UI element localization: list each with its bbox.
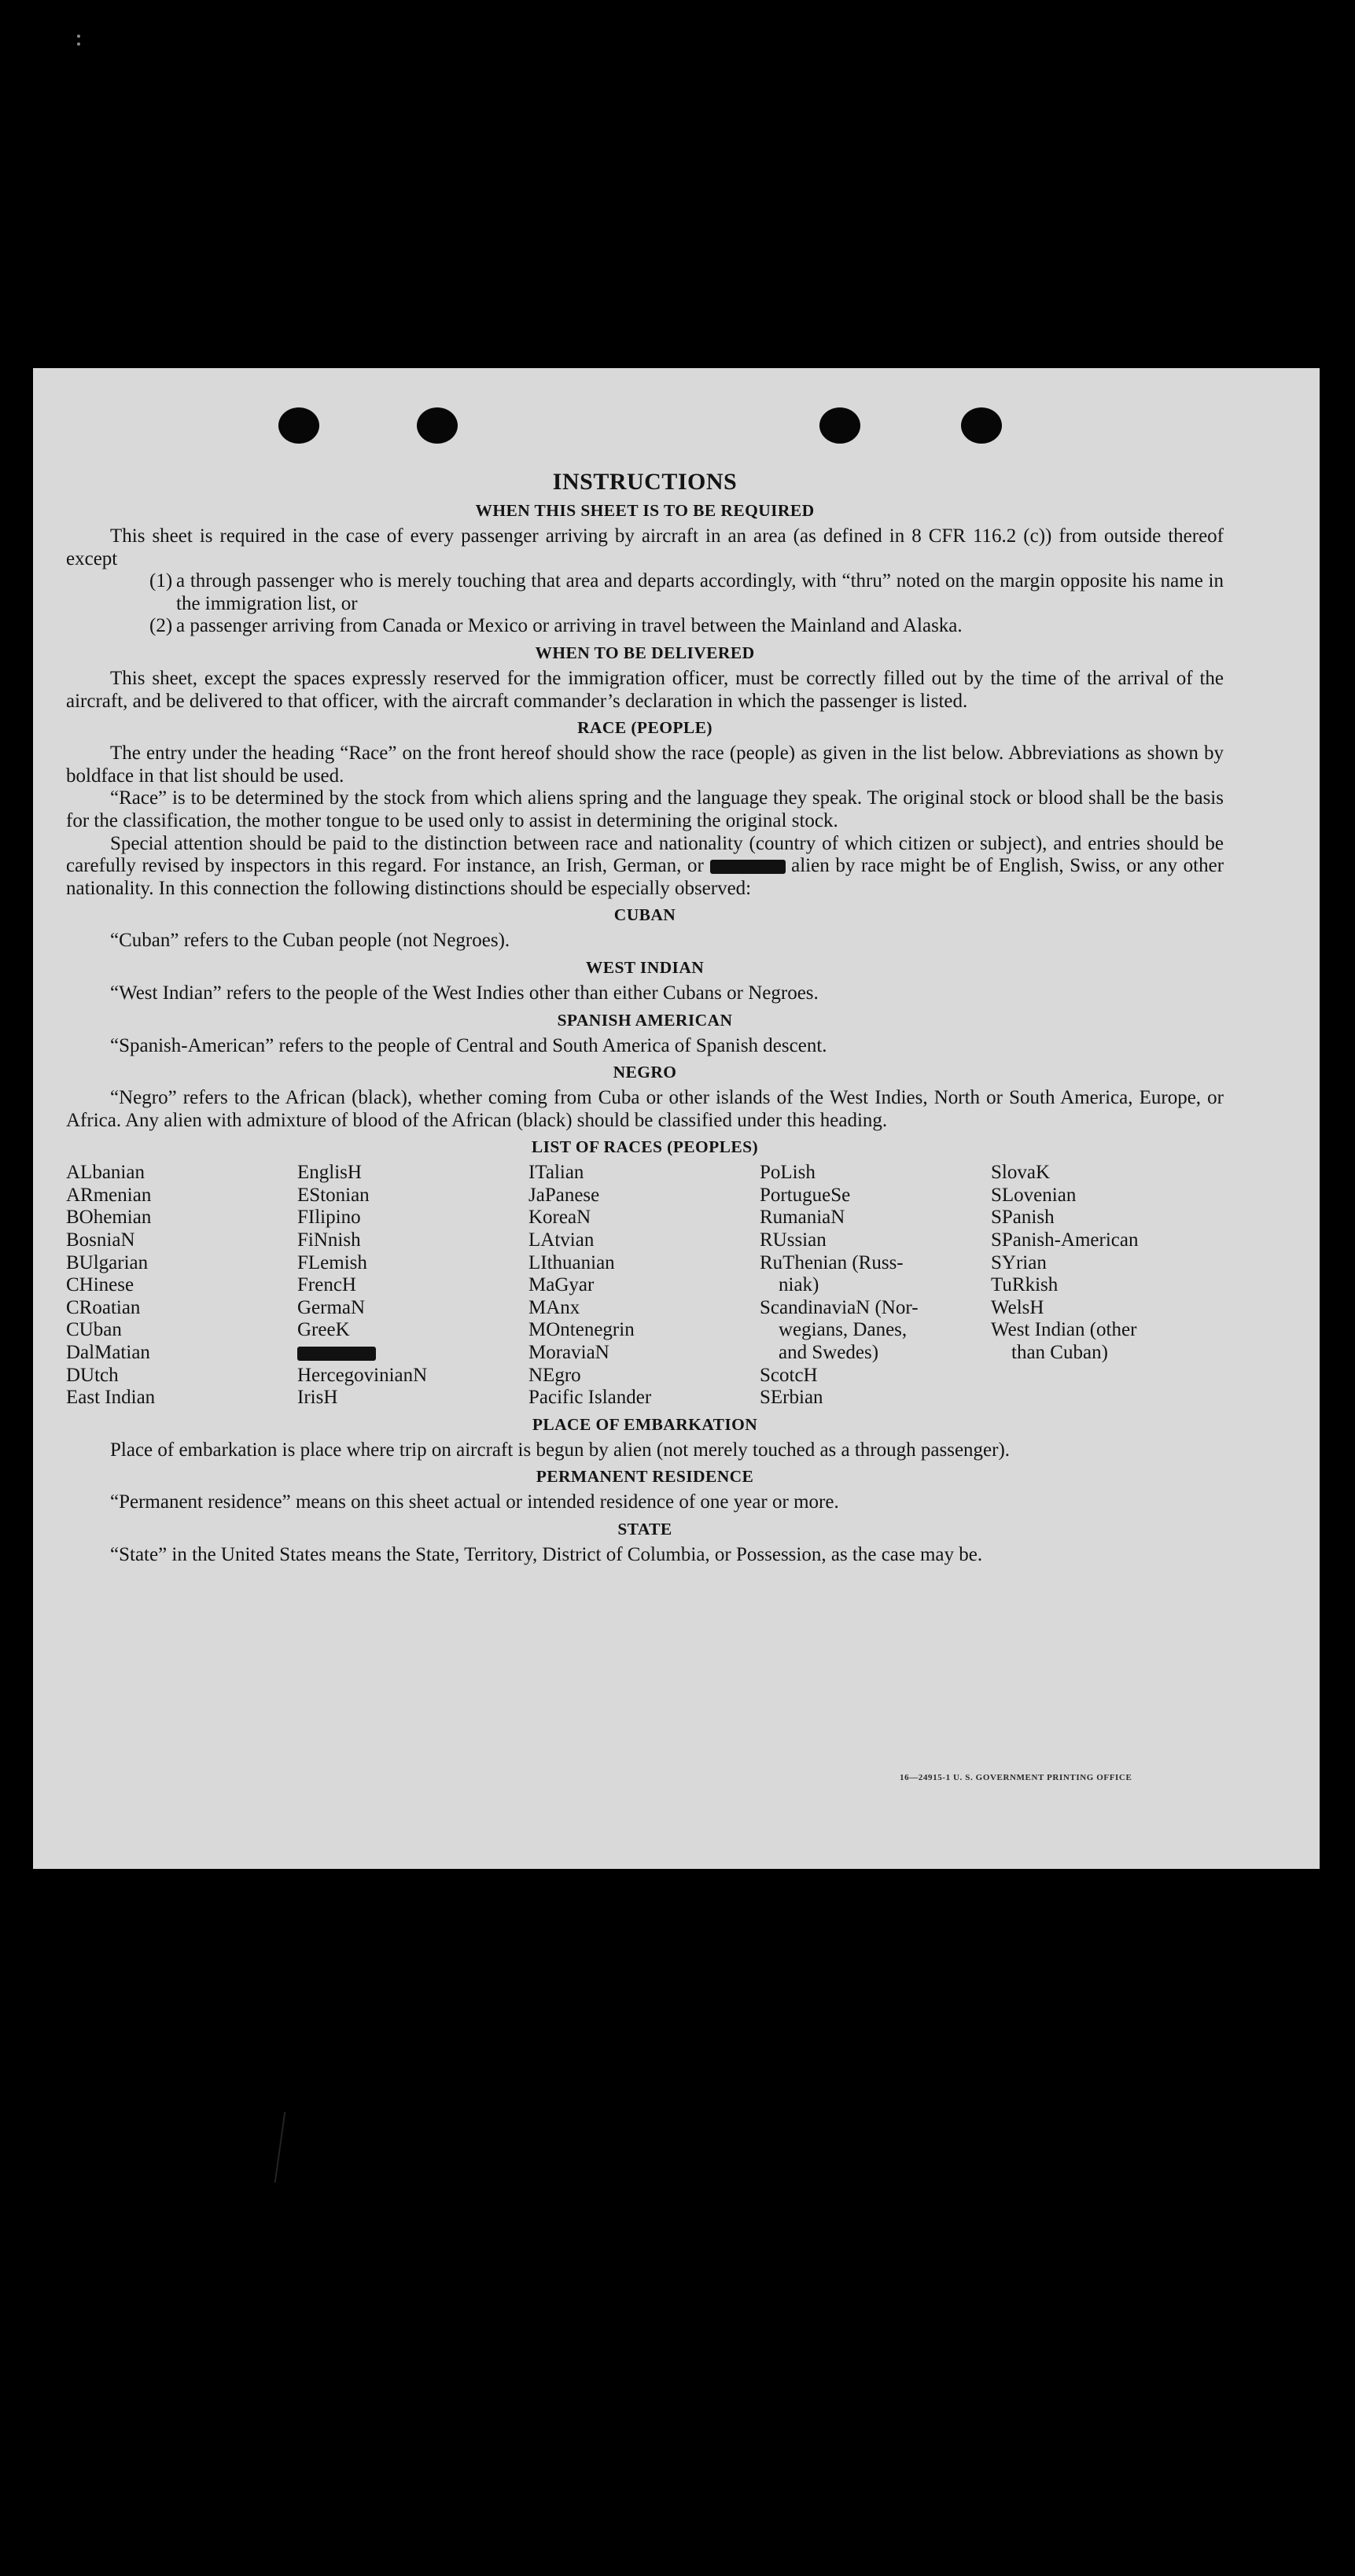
- race-entry: MoraviaN: [528, 1342, 609, 1364]
- race-entry: SLovenian: [991, 1184, 1077, 1206]
- paragraph: The entry under the heading “Race” on the front hereof should show the race (people) as given in the list below. Abbreviations as shown by boldface in that list should be used.: [66, 743, 1224, 787]
- race-entry: West Indian (other: [991, 1319, 1137, 1341]
- punch-hole: [417, 407, 458, 444]
- section-heading: SPANISH AMERICAN: [557, 1010, 733, 1030]
- race-column: [66, 1162, 297, 1410]
- speck: [77, 35, 80, 38]
- race-entry: MAnx: [528, 1296, 580, 1318]
- race-entry: MaGyar: [528, 1274, 595, 1296]
- race-entry: CUban: [66, 1319, 122, 1341]
- section-heading: STATE: [617, 1520, 672, 1539]
- race-entry: than Cuban): [1011, 1342, 1108, 1364]
- race-entry: RumaniaN: [760, 1207, 845, 1229]
- race-entry: and Swedes): [779, 1342, 879, 1364]
- paragraph: “Permanent residence” means on this sheet actual or intended residence of one year or more.: [110, 1491, 839, 1513]
- paragraph: This sheet, except the spaces expressly reserved for the immigration officer, must be correctly filled out by the time of the arrival of the aircraft, and be delivered to that officer, with the aircraft commander’s declaration in which the passenger is listed.: [66, 667, 1224, 712]
- section-heading: LIST OF RACES (PEOPLES): [531, 1137, 759, 1157]
- race-entry-redacted: [297, 1342, 528, 1365]
- race-entry: PortugueSe: [760, 1184, 851, 1206]
- section-heading: NEGRO: [613, 1063, 677, 1082]
- item-text: a through passenger who is merely touching that area and departs accordingly, with “thru” noted on the margin opposite his name in the immigration list, or: [176, 570, 1224, 614]
- race-column: [297, 1162, 528, 1410]
- race-entry: ALbanian: [66, 1162, 145, 1184]
- punch-hole: [278, 407, 319, 444]
- race-entry: niak): [779, 1274, 819, 1296]
- race-entry: MOntenegrin: [528, 1319, 635, 1341]
- paragraph: “Race” is to be determined by the stock from which aliens spring and the language they speak. The original stock or blood shall be the basis for the classification, the mother tongue to be used only to assist in determining the original stock.: [66, 787, 1224, 831]
- race-entry: JaPanese: [528, 1184, 600, 1206]
- race-entry: LIthuanian: [528, 1251, 615, 1273]
- race-entry: wegians, Danes,: [779, 1319, 908, 1341]
- punch-hole: [961, 407, 1002, 444]
- section-heading: PLACE OF EMBARKATION: [532, 1414, 758, 1434]
- race-entry: WelsH: [991, 1296, 1044, 1318]
- paragraph: [66, 833, 1224, 901]
- race-entry: DalMatian: [66, 1342, 150, 1364]
- race-entry: RuThenian (Russ-: [760, 1251, 904, 1273]
- section-heading: WHEN THIS SHEET IS TO BE REQUIRED: [475, 501, 815, 520]
- race-entry: RUssian: [760, 1229, 827, 1251]
- paragraph-part: alien by race might be of English, Swiss, or any other nationality. In this connection the following distinctions should be especially observed:: [66, 855, 1224, 899]
- race-entry: BosniaN: [66, 1229, 135, 1251]
- race-entry: FIlipino: [297, 1207, 361, 1229]
- race-entry: NEgro: [528, 1364, 581, 1386]
- punch-hole: [819, 407, 860, 444]
- race-entry: FLemish: [297, 1251, 367, 1273]
- list-item: [149, 570, 1224, 615]
- race-entry: GreeK: [297, 1319, 350, 1341]
- redaction-mark: [710, 860, 786, 874]
- race-entry: SlovaK: [991, 1162, 1050, 1184]
- race-entry: PoLish: [760, 1162, 816, 1184]
- race-column: [528, 1162, 760, 1410]
- race-entry: East Indian: [66, 1387, 156, 1409]
- section-heading: RACE (PEOPLE): [577, 718, 712, 738]
- section-heading: WEST INDIAN: [585, 957, 705, 977]
- instructions-body: [66, 469, 1224, 1567]
- race-entry: KoreaN: [528, 1207, 591, 1229]
- paragraph: “Cuban” refers to the Cuban people (not Negroes).: [110, 930, 510, 952]
- race-entry: SYrian: [991, 1251, 1047, 1273]
- race-entry: EnglisH: [297, 1162, 362, 1184]
- paragraph: “West Indian” refers to the people of the West Indies other than either Cubans or Negroes.: [110, 982, 819, 1004]
- printer-imprint: 16—24915-1 U. S. GOVERNMENT PRINTING OFFICE: [900, 1773, 1132, 1782]
- paragraph: This sheet is required in the case of every passenger arriving by aircraft in an area (as defined in 8 CFR 116.2 (c)) from outside thereof except: [66, 525, 1224, 569]
- race-entry: HercegovinianN: [297, 1364, 428, 1386]
- speck: [77, 42, 80, 46]
- item-number: (2): [149, 615, 173, 637]
- film-scratch: [274, 2112, 318, 2183]
- section-heading: CUBAN: [613, 905, 676, 925]
- race-entry: CRoatian: [66, 1296, 141, 1318]
- list-item: [149, 615, 1224, 638]
- paragraph: “Negro” refers to the African (black), whether coming from Cuba or other islands of the West Indies, North or South America, Europe, or Africa. Any alien with admixture of blood of the African (black) should be classified under this heading.: [66, 1087, 1224, 1131]
- race-entry: FiNnish: [297, 1229, 361, 1251]
- race-entry: ScotcH: [760, 1364, 818, 1386]
- item-number: (1): [149, 570, 173, 592]
- paragraph: “Spanish-American” refers to the people of Central and South America of Spanish descent.: [110, 1034, 827, 1056]
- race-entry: SPanish-American: [991, 1229, 1139, 1251]
- race-list: [66, 1162, 1224, 1410]
- race-column: [760, 1162, 991, 1410]
- race-entry: Pacific Islander: [528, 1387, 652, 1409]
- race-entry: SErbian: [760, 1387, 823, 1409]
- race-entry: ARmenian: [66, 1184, 152, 1206]
- race-entry: LAtvian: [528, 1229, 595, 1251]
- race-entry: CHinese: [66, 1274, 134, 1296]
- race-entry: SPanish: [991, 1207, 1055, 1229]
- race-entry: BOhemian: [66, 1207, 152, 1229]
- race-entry: IrisH: [297, 1387, 338, 1409]
- race-entry: FrencH: [297, 1274, 356, 1296]
- race-entry: ScandinaviaN (Nor-: [760, 1296, 919, 1318]
- race-entry: BUlgarian: [66, 1251, 149, 1273]
- race-entry: DUtch: [66, 1364, 119, 1386]
- race-entry: EStonian: [297, 1184, 370, 1206]
- section-heading: WHEN TO BE DELIVERED: [535, 643, 755, 662]
- race-entry: GermaN: [297, 1296, 366, 1318]
- race-entry: ITalian: [528, 1162, 584, 1184]
- paragraph: “State” in the United States means the State, Territory, District of Columbia, or Possession, as the case may be.: [110, 1544, 983, 1565]
- section-heading: PERMANENT RESIDENCE: [536, 1467, 754, 1487]
- document-sheet: [33, 368, 1320, 1869]
- race-entry: TuRkish: [991, 1274, 1059, 1296]
- redaction-mark: [297, 1347, 376, 1361]
- page-title: INSTRUCTIONS: [552, 469, 738, 495]
- paragraph-part: Special attention should be paid to the distinction between race and nationality (country of which citizen or subject), and entries should be carefully revised by inspectors in this regard. For instance, an Irish, German, or: [66, 832, 1224, 877]
- item-text: a passenger arriving from Canada or Mexico or arriving in travel between the Mainland and Alaska.: [176, 615, 963, 637]
- race-column: [991, 1162, 1222, 1410]
- paragraph: Place of embarkation is place where trip on aircraft is begun by alien (not merely touched as a through passenger).: [110, 1439, 1011, 1461]
